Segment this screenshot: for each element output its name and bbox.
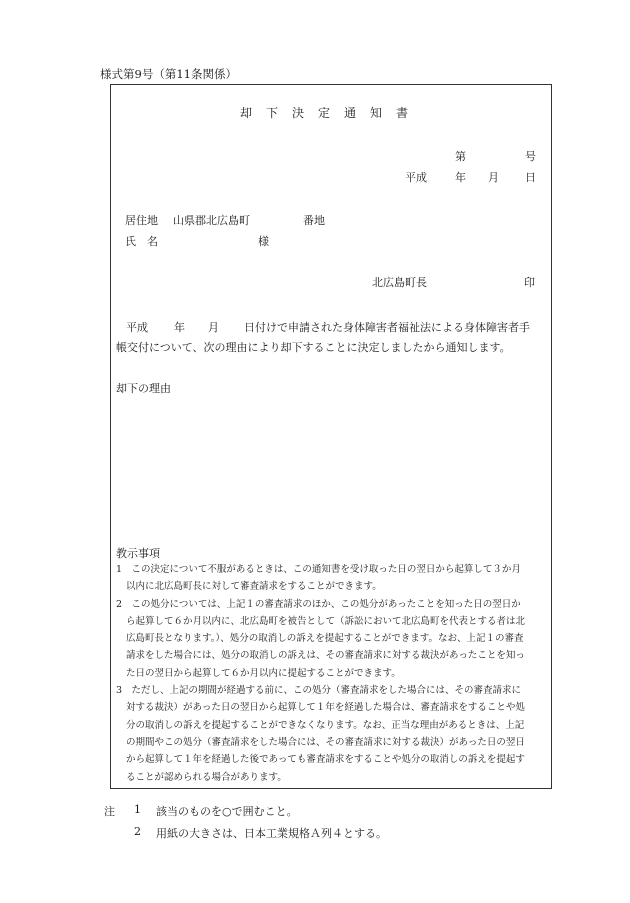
address-value: 山県郡北広島町 — [173, 214, 250, 227]
date-era: 平成 — [405, 171, 427, 184]
form-number: 様式第9号（第11条関係） — [100, 67, 237, 81]
footnote-text: 該当のものを○で囲むこと。 — [156, 805, 298, 818]
footnote-text: 用紙の大きさは、日本工業規格Ａ列４とする。 — [156, 827, 387, 840]
date-month: 月 — [488, 171, 499, 184]
instructions-heading: 教示事項 — [116, 547, 160, 560]
body-line2: 帳交付について、次の理由により却下することに決定しましたから通知します。 — [116, 341, 511, 354]
name-label: 氏 名 — [125, 235, 158, 248]
instructions-list — [116, 561, 525, 786]
instruction-line: 以内に北広島町長に対して審査請求をすることができます。 — [126, 581, 382, 593]
instruction-line: 分の取消しの訴えを提起することができなくなります。なお、正当な理由があるときは、上記 — [126, 719, 525, 731]
footnote-number: 2 — [134, 825, 141, 838]
instruction-line: た日の翌日から起算して６か月以内に提起することができます。 — [126, 667, 401, 679]
address-banchi: 番地 — [303, 214, 325, 227]
reason-heading: 却下の理由 — [116, 382, 171, 395]
body-month: 月 — [208, 321, 219, 334]
number-label-go: 号 — [525, 150, 536, 163]
body-year: 年 — [174, 321, 185, 334]
instruction-line: ら起算して６か月以内に、北広島町を被告として（訴訟において北広島町を代表とする者は北 — [126, 615, 526, 627]
address-label: 居住地 — [125, 214, 158, 227]
date-day: 日 — [525, 171, 536, 184]
issuer-seal: 印 — [524, 276, 535, 289]
document-title: 却下決定通知書 — [239, 106, 422, 120]
instruction-line: 広島町長となります。）、処分の取消しの訴えを提起することができます。なお、上記１の審査 — [126, 633, 524, 645]
instruction-line: の期間やこの処分（審査請求をした場合には、その審査請求に対する裁決）があった日の翌日 — [126, 736, 525, 748]
number-label-dai: 第 — [455, 150, 466, 163]
name-honorific: 様 — [258, 235, 269, 248]
instruction-line: から起算して１年を経過した後であっても審査請求をすることや処分の取消しの訴えを提起す — [126, 754, 525, 766]
footnote-label: 注 — [104, 805, 115, 818]
instruction-line: 請求をした場合には、処分の取消しの訴えは、その審査請求に対する裁決があったことを知っ — [126, 650, 525, 662]
footnote-number: 1 — [134, 803, 141, 816]
instruction-line: 2 この処分については、上記１の審査請求のほか、この処分があったことを知った日の翌日か — [116, 598, 521, 610]
instruction-line: 対する裁決）があった日の翌日から起算して１年を経過した場合は、審査請求をすることや処 — [126, 702, 525, 714]
instruction-line: 3 ただし、上記の期間が経過する前に、この処分（審査請求をした場合には、その審査請求に — [116, 685, 522, 697]
issuer-title: 北広島町長 — [372, 276, 427, 289]
body-era: 平成 — [126, 321, 148, 334]
body-line1-text: 日付けで申請された身体障害者福祉法による身体障害者手 — [244, 321, 530, 334]
instruction-line: 1 この決定について不服があるときは、この通知書を受け取った日の翌日から起算して３か月 — [116, 564, 521, 575]
instruction-line: ることが認められる場合があります。 — [126, 771, 287, 783]
date-year: 年 — [455, 171, 466, 184]
